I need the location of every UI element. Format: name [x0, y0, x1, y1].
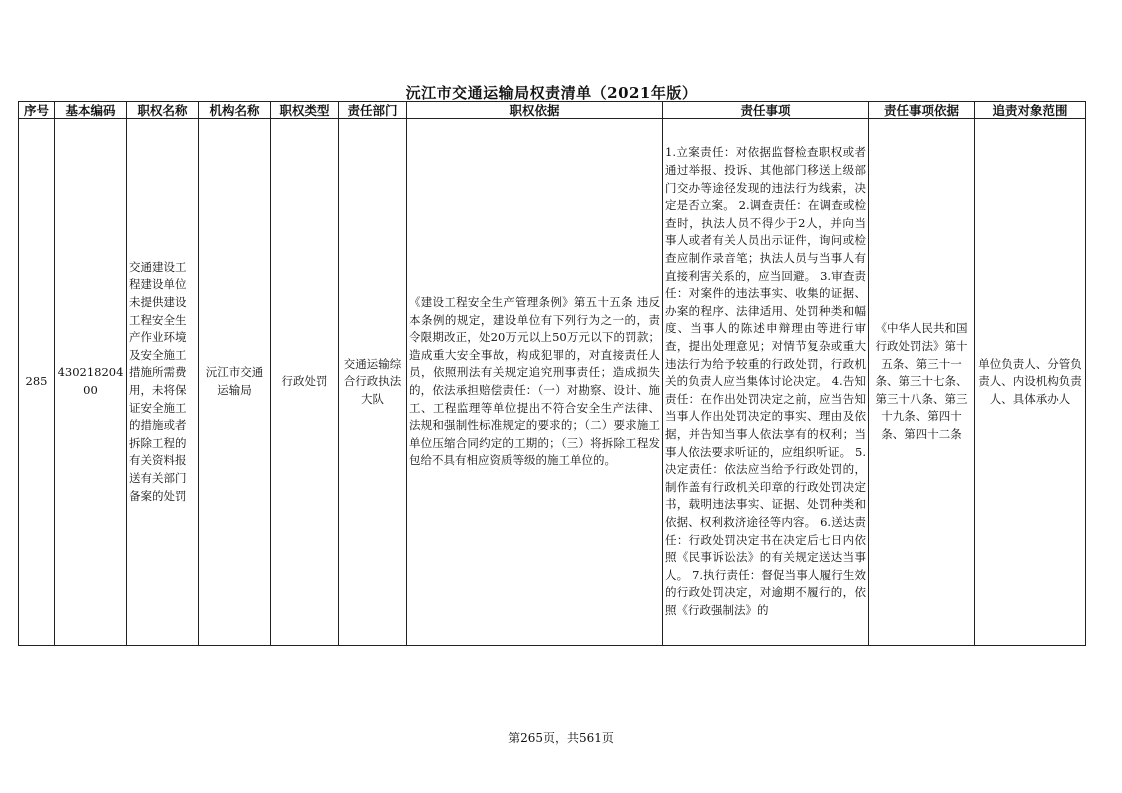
header-scope: 追责对象范围 [975, 102, 1086, 119]
cell-power-name: 交通建设工程建设单位未提供建设工程安全生产作业环境及安全施工措施所需费用，未将保证安全施工的措施或者拆除工程的有关资料报送有关部门备案的处罚 [127, 119, 199, 646]
cell-org-name: 沅江市交通运输局 [199, 119, 271, 646]
cell-dept: 交通运输综合行政执法大队 [339, 119, 407, 646]
power-responsibility-table [18, 101, 1086, 646]
table-row [19, 119, 1086, 646]
cell-scope: 单位负责人、分管负责人、内设机构负责人、具体承办人 [975, 119, 1086, 646]
header-basis: 职权依据 [407, 102, 663, 119]
cell-basis: 《建设工程安全生产管理条例》第五十五条 违反本条例的规定，建设单位有下列行为之一的，责令限期改正，处20万元以上50万元以下的罚款；造成重大安全事故，构成犯罪的，对直接责任人员，依照刑法有关规定追究刑事责任；造成损失的，依法承担赔偿责任：（一）对勘察、设计、施工、工程监理等单位提出不符合安全生产法律、法规和强制性标准规定的要求的；（二）要求施工单位压缩合同约定的工期的；（三）将拆除工程发包给不具有相应资质等级的施工单位的。 [407, 119, 663, 646]
cell-code: 43021820400 [55, 119, 127, 646]
header-power-name: 职权名称 [127, 102, 199, 119]
cell-power-type: 行政处罚 [271, 119, 339, 646]
header-org-name: 机构名称 [199, 102, 271, 119]
cell-seq: 285 [19, 119, 55, 646]
header-seq: 序号 [19, 102, 55, 119]
page-footer: 第265页，共561页 [508, 731, 614, 745]
header-matters: 责任事项 [663, 102, 869, 119]
header-code: 基本编码 [55, 102, 127, 119]
cell-matters-basis: 《中华人民共和国行政处罚法》第十五条、第三十一条、第三十七条、第三十八条、第三十九条、第四十条、第四十二条 [869, 119, 975, 646]
document-title: 沅江市交通运输局权责清单（2021年版） [405, 84, 698, 102]
table-header-row [19, 102, 1086, 119]
cell-matters: 1.立案责任：对依据监督检查职权或者通过举报、投诉、其他部门移送上级部门交办等途径发现的违法行为线索，决定是否立案。 2.调查责任：在调查或检查时，执法人员不得少于2人，并向当事人或者有关人员出示证件，询问或检查应制作录音笔；执法人员与当事人有直接利害关系的，应当回避。 3.审查责任：对案件的违法事实、收集的证据、办案的程序、法律适用、处罚种类和幅度、当事人的陈述申辩理由等进行审查，提出处理意见；对情节复杂或重大违法行为给予较重的行政处罚，行政机关的负责人应当集体讨论决定。 4.告知责任：在作出处罚决定之前，应当告知当事人作出处罚决定的事实、理由及依据，并告知当事人依法享有的权利；当事人依法要求听证的，应组织听证。 5.决定责任：依法应当给予行政处罚的，制作盖有行政机关印章的行政处罚决定书，载明违法事实、证据、处罚种类和依据、权利救济途径等内容。 6.送达责任：行政处罚决定书在决定后七日内依照《民事诉讼法》的有关规定送达当事人。 7.执行责任：督促当事人履行生效的行政处罚决定，对逾期不履行的，依照《行政强制法》的 [663, 119, 869, 646]
header-power-type: 职权类型 [271, 102, 339, 119]
header-dept: 责任部门 [339, 102, 407, 119]
header-matters-basis: 责任事项依据 [869, 102, 975, 119]
